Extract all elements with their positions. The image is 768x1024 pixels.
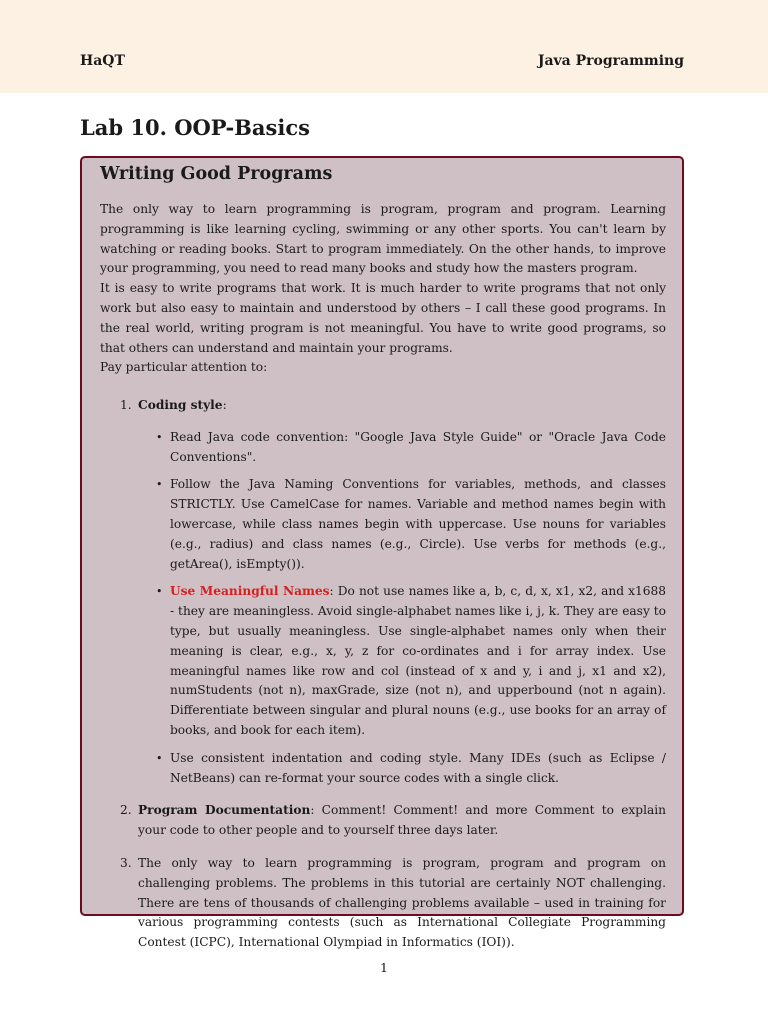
bullet-icon: • — [156, 430, 163, 444]
list-item-program-documentation — [100, 801, 666, 841]
intro-paragraph: It is easy to write programs that work. It is much harder to write programs that not only work but also easy to maintain and understood by others – I call these good programs. In the real world, writing program is not meaningful. You have to write good programs, so that others can understand and maintain your programs. — [100, 281, 666, 355]
bullet-text: Read Java code convention: "Google Java Style Guide" or "Oracle Java Code Conventions". — [170, 429, 666, 464]
item-text: The only way to learn programming is program, program and program on challenging problems. The problems in this tutorial are certainly NOT challenging. There are tens of thousands of challenging problems available – used in training for various programming contests (such as International Collegiate Programming Contest (ICPC), International Olympiad in Informatics (IOI)). — [138, 855, 666, 950]
item-text: : — [222, 398, 227, 412]
bullet-icon: • — [156, 478, 163, 492]
bullet-icon: • — [156, 751, 163, 765]
page-number: 1 — [380, 960, 388, 975]
bullet-item — [138, 475, 666, 574]
bullet-list — [138, 428, 666, 789]
item-label: Program Documentation — [138, 803, 311, 818]
bullet-text: : Do not use names like a, b, c, d, x, x1, x2, and x1688 - they are meaningless. Avoid single-alphabet names like i, j, k. They are easy to type, but usually meaningless. Use single-alphabet names only when their meaning is clear, e.g., x, y, z for co-ordinates and i for array index. Use meaningful names like row and col (instead of x and y, i and j, x1 and x2), numStudents (not n), maxGrade, size (not n), and upperbound (not n again). Differentiate between singular and plural nouns (e.g., use books for an array of books, and book for each item). — [170, 584, 666, 737]
item-text: : Comment! Comment! and more Comment to explain your code to other people and to yourself three days later. — [138, 803, 666, 838]
header-course: Java Programming — [537, 53, 684, 69]
lab-title: Lab 10. OOP-Basics — [80, 115, 310, 140]
intro-paragraph: The only way to learn programming is program, program and program. Learning programming is like learning cycling, swimming or any other sports. You can't learn by watching or reading books. Start to program immediately. On the other hands, to improve your programming, you need to read many books and study how the masters program. — [100, 202, 666, 276]
bullet-text: Follow the Java Naming Conventions for variables, methods, and classes STRICTLY. Use CamelCase for names. Variable and method names begin with lowercase, while class names begin with uppercase. Use nouns for variables (e.g., radius) and class names (e.g., Circle). Use verbs for methods (e.g., getArea(), isEmpty()). — [170, 477, 666, 571]
bullet-text: Use consistent indentation and coding style. Many IDEs (such as Eclipse / NetBeans) can re-format your source codes with a single click. — [170, 750, 666, 785]
emphasis-text: Use Meaningful Names — [170, 584, 330, 599]
list-marker: 2. — [120, 803, 132, 818]
bullet-item — [138, 582, 666, 740]
list-item-challenging-problems — [100, 854, 666, 953]
list-item-coding-style — [100, 396, 666, 788]
list-marker: 1. — [120, 398, 132, 412]
numbered-list — [100, 396, 666, 966]
intro-paragraph: Pay particular attention to: — [100, 360, 268, 375]
header-author: HaQT — [80, 53, 125, 69]
page-header — [0, 0, 768, 93]
item-label: Coding style — [138, 398, 223, 412]
list-marker: 3. — [120, 855, 132, 870]
bullet-item — [138, 428, 666, 468]
box-title: Writing Good Programs — [100, 164, 333, 184]
writing-good-programs-box — [80, 156, 684, 950]
intro-text — [100, 200, 666, 378]
bullet-item — [138, 749, 666, 789]
bullet-icon: • — [156, 585, 163, 599]
